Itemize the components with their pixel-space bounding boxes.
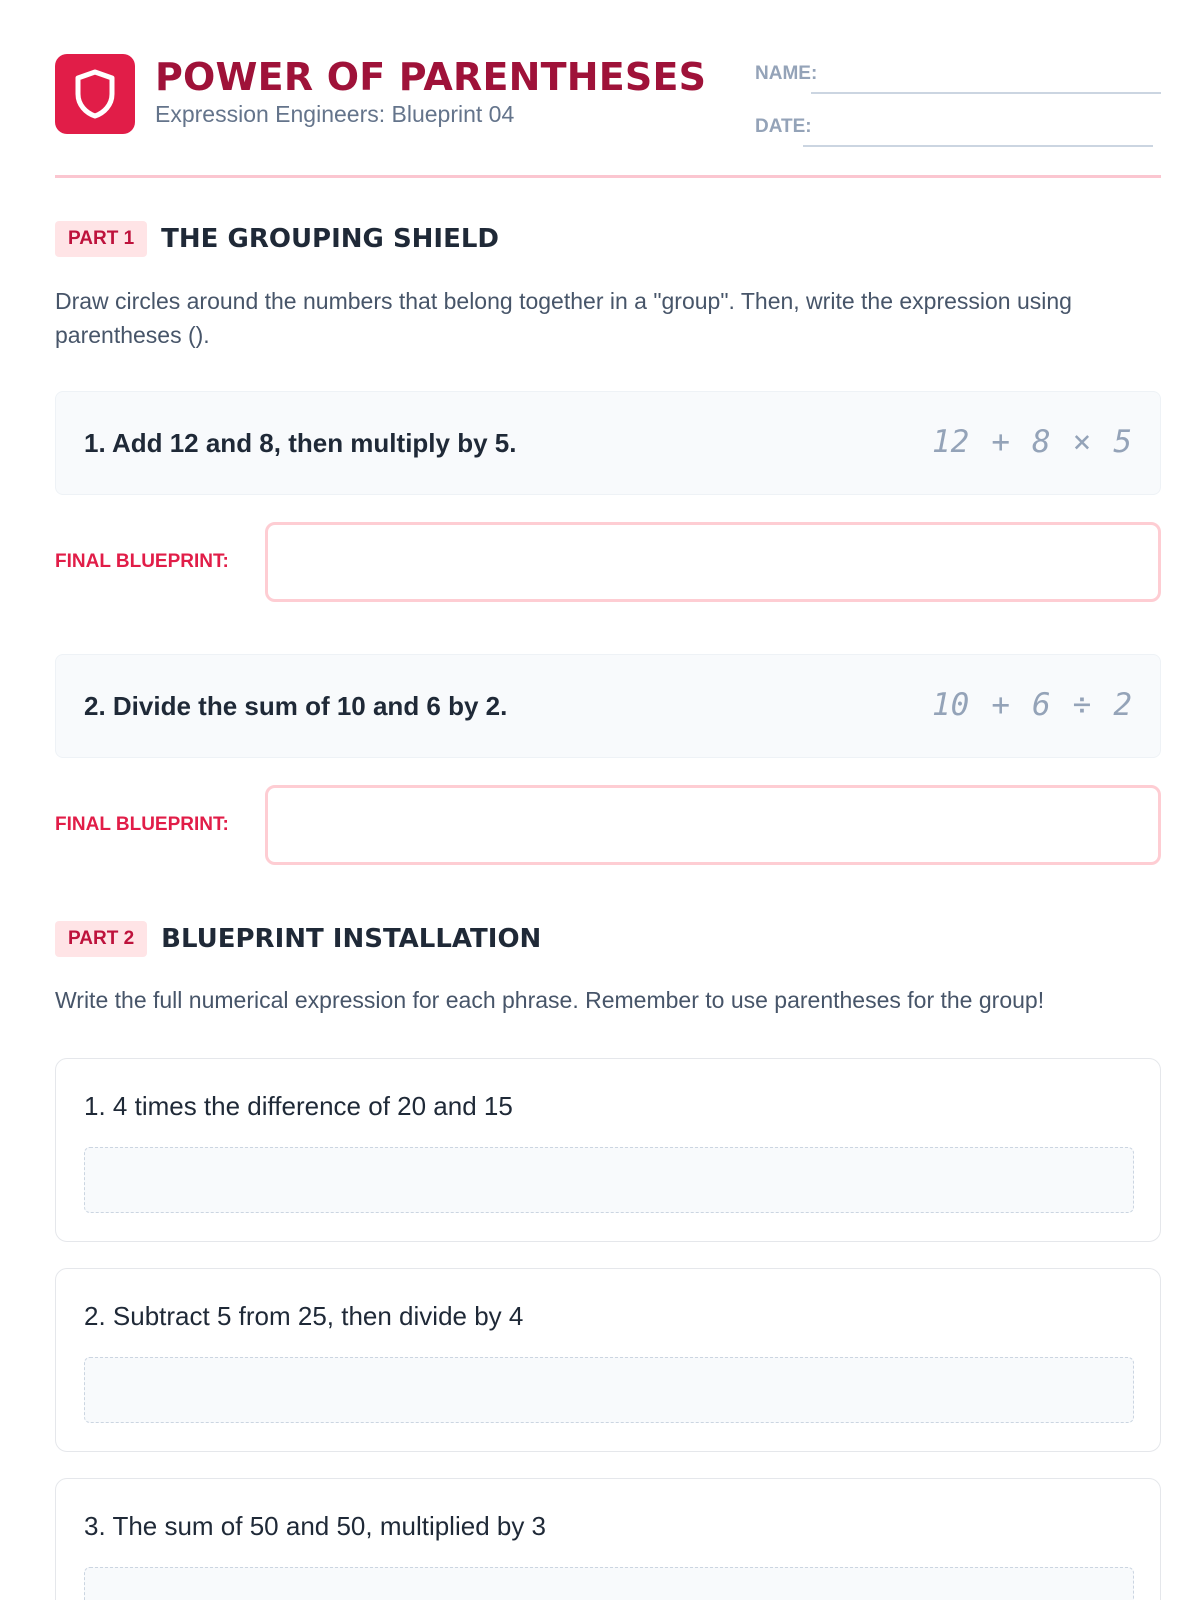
part2-problem-card bbox=[55, 1478, 1161, 1600]
name-field[interactable] bbox=[811, 92, 1161, 94]
date-label: DATE: bbox=[755, 116, 812, 137]
expression-term[interactable]: 12 bbox=[931, 424, 970, 460]
part1-problem-card bbox=[55, 391, 1161, 495]
worksheet-page bbox=[55, 0, 1161, 1541]
shield-logo bbox=[55, 54, 135, 134]
problem-text: 1. 4 times the difference of 20 and 15 bbox=[84, 1091, 513, 1121]
worksheet-subtitle: Expression Engineers: Blueprint 04 bbox=[155, 101, 515, 127]
part2-title: BLUEPRINT INSTALLATION bbox=[161, 924, 542, 954]
final-blueprint-input[interactable] bbox=[265, 785, 1161, 865]
part1-tag: PART 1 bbox=[55, 221, 147, 257]
final-blueprint-label: FINAL BLUEPRINT: bbox=[55, 551, 229, 572]
expression-operator: + bbox=[991, 424, 1010, 460]
part2-problem-card bbox=[55, 1058, 1161, 1242]
worksheet-header bbox=[55, 0, 1161, 178]
answer-box[interactable] bbox=[84, 1357, 1134, 1423]
expression-operator: + bbox=[991, 687, 1010, 723]
final-blueprint-input[interactable] bbox=[265, 522, 1161, 602]
problem-text: 2. Subtract 5 from 25, then divide by 4 bbox=[84, 1301, 524, 1331]
answer-box[interactable] bbox=[84, 1567, 1134, 1600]
expression-operator: ÷ bbox=[1072, 687, 1092, 723]
date-field[interactable] bbox=[803, 145, 1153, 147]
worksheet-title: POWER OF PARENTHESES bbox=[155, 55, 707, 99]
expression-term[interactable]: 2 bbox=[1113, 687, 1132, 723]
problem-text: 1. Add 12 and 8, then multiply by 5. bbox=[84, 428, 517, 458]
expression-term[interactable]: 6 bbox=[1031, 687, 1051, 723]
problem-text: 3. The sum of 50 and 50, multiplied by 3 bbox=[84, 1511, 547, 1541]
shield-icon bbox=[72, 68, 118, 120]
part1-heading bbox=[55, 221, 499, 257]
part2-instructions: Write the full numerical expression for each phrase. Remember to use parentheses for the group! bbox=[55, 987, 1045, 1013]
expression[interactable] bbox=[932, 687, 1132, 723]
part1-problem-card bbox=[55, 654, 1161, 758]
problem-text: 2. Divide the sum of 10 and 6 by 2. bbox=[84, 691, 508, 721]
part2-tag: PART 2 bbox=[55, 921, 147, 957]
part2-heading bbox=[55, 921, 541, 957]
part2-problem-card bbox=[55, 1268, 1161, 1452]
expression-term[interactable]: 8 bbox=[1031, 424, 1051, 460]
answer-box[interactable] bbox=[84, 1147, 1134, 1213]
expression[interactable] bbox=[932, 424, 1132, 460]
expression-term[interactable]: 5 bbox=[1113, 424, 1132, 460]
part1-title: THE GROUPING SHIELD bbox=[161, 224, 500, 254]
expression-term[interactable]: 10 bbox=[931, 687, 970, 723]
name-label: NAME: bbox=[755, 63, 818, 84]
final-blueprint-label: FINAL BLUEPRINT: bbox=[55, 814, 229, 835]
expression-operator: × bbox=[1072, 424, 1092, 460]
part1-instructions: Draw circles around the numbers that belong together in a "group". Then, write the expression using parentheses (). bbox=[55, 288, 1072, 348]
